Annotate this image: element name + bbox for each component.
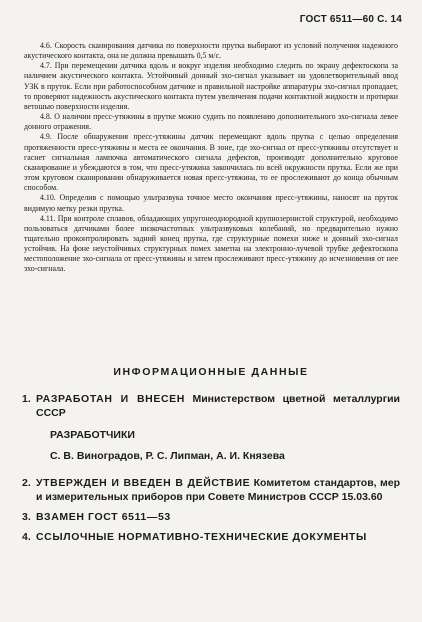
info-item-heading: УТВЕРЖДЕН И ВВЕДЕН В ДЕЙСТВИЕ <box>36 477 251 489</box>
info-item-number: 4. <box>22 531 31 543</box>
developers-heading: РАЗРАБОТЧИКИ <box>50 429 135 441</box>
info-item-content <box>36 530 400 544</box>
info-item-3 <box>22 510 400 524</box>
paragraph-4-8: 4.8. О наличии пресс-утяжины в прутке можно судить по появлению дополнительного эхо-сигнала левее донного отражения. <box>24 112 398 132</box>
info-item-number: 3. <box>22 511 31 523</box>
info-item-heading: ВЗАМЕН ГОСТ 6511—53 <box>36 511 171 523</box>
paragraph-4-9: 4.9. После обнаружения пресс-утяжины датчик перемещают вдоль прутка с целью определения протяженности пресс-утяжины и места ее окончания. В зоне, где эхо-сигнал от пресс-утяжины отсутствует и гаснет сигнальная лампочка автоматического сигнала дефектов, производят дополнительно круговое сканирование и убеждаются в том, что пресс-утяжина закончилась по всей окружности прутка. Если же при этом круговом сканировании обнаруживается новая пресс-утяжина, то ее прослеживают до конца обычным способом. <box>24 132 398 193</box>
info-item-text: Министерством цветной металлургии СССР <box>36 393 401 419</box>
info-item-4 <box>22 530 400 544</box>
info-item-heading: ССЫЛОЧНЫЕ НОРМАТИВНО-ТЕХНИЧЕСКИЕ ДОКУМЕНТЫ <box>36 531 367 543</box>
page-header: ГОСТ 6511—60 С. 14 <box>299 14 402 25</box>
info-item-number: 2. <box>22 477 31 489</box>
info-section <box>22 392 400 550</box>
info-section-title: ИНФОРМАЦИОННЫЕ ДАННЫЕ <box>113 366 309 378</box>
info-item-heading: РАЗРАБОТАН И ВНЕСЕН <box>36 393 185 405</box>
paragraph-4-6: 4.6. Скорость сканирования датчика по поверхности прутка выбирают из условий получения надежного акустического контакта, она не должна превышать 0,5 м/с. <box>24 41 398 61</box>
info-item-content <box>36 392 400 470</box>
info-item-content <box>36 476 400 504</box>
paragraph-4-7: 4.7. При перемещении датчика вдоль и вокруг изделия необходимо следить по экрану дефектоскопа за наличием акустического контакта. Устойчивый донный эхо-сигнал указывает на удовлетворительный ввод УЗК в пруток. Если при работоспособном датчике и правильной настройке аппаратуры эхо-сигнал пропадает, то проверяют надежность акустического контакта путем увеличения подачи контактной жидкости и протирки ветошью поверхности изделия. <box>24 61 398 111</box>
info-item-2 <box>22 476 400 504</box>
developers-names: С. В. Виноградов, Р. С. Липман, А. И. Князева <box>50 450 285 462</box>
paragraph-4-10: 4.10. Определив с помощью ультразвука точное место окончания пресс-утяжины, наносят на пруток видимую метку резки прутка. <box>24 193 398 213</box>
paragraph-4-11: 4.11. При контроле сплавов, обладающих упругонеоднородной крупнозернистой структурой, необходимо пользоваться датчиками более низкочастотных ультразвуковых колебаний, но предварительно нужно тщательно проконтролировать задний конец прутка, где структурные помехи ниже и донный эхо-сигнал устойчив. На фоне неустойчивых структурных помех заметна на электронно-лучевой трубке дефектоскопа местоположение эхо-сигнала от пресс-утяжины и затем прослеживают пресс-утяжину до исчезновения от нее эхо-сигнала. <box>24 213 398 274</box>
info-item-1 <box>22 392 400 470</box>
info-item-text: Комитетом стандартов, мер и измерительных приборов при Совете Министров СССР 15.03.60 <box>36 477 400 503</box>
info-item-content <box>36 510 400 524</box>
info-item-number: 1. <box>22 393 31 405</box>
body-text <box>24 41 398 275</box>
